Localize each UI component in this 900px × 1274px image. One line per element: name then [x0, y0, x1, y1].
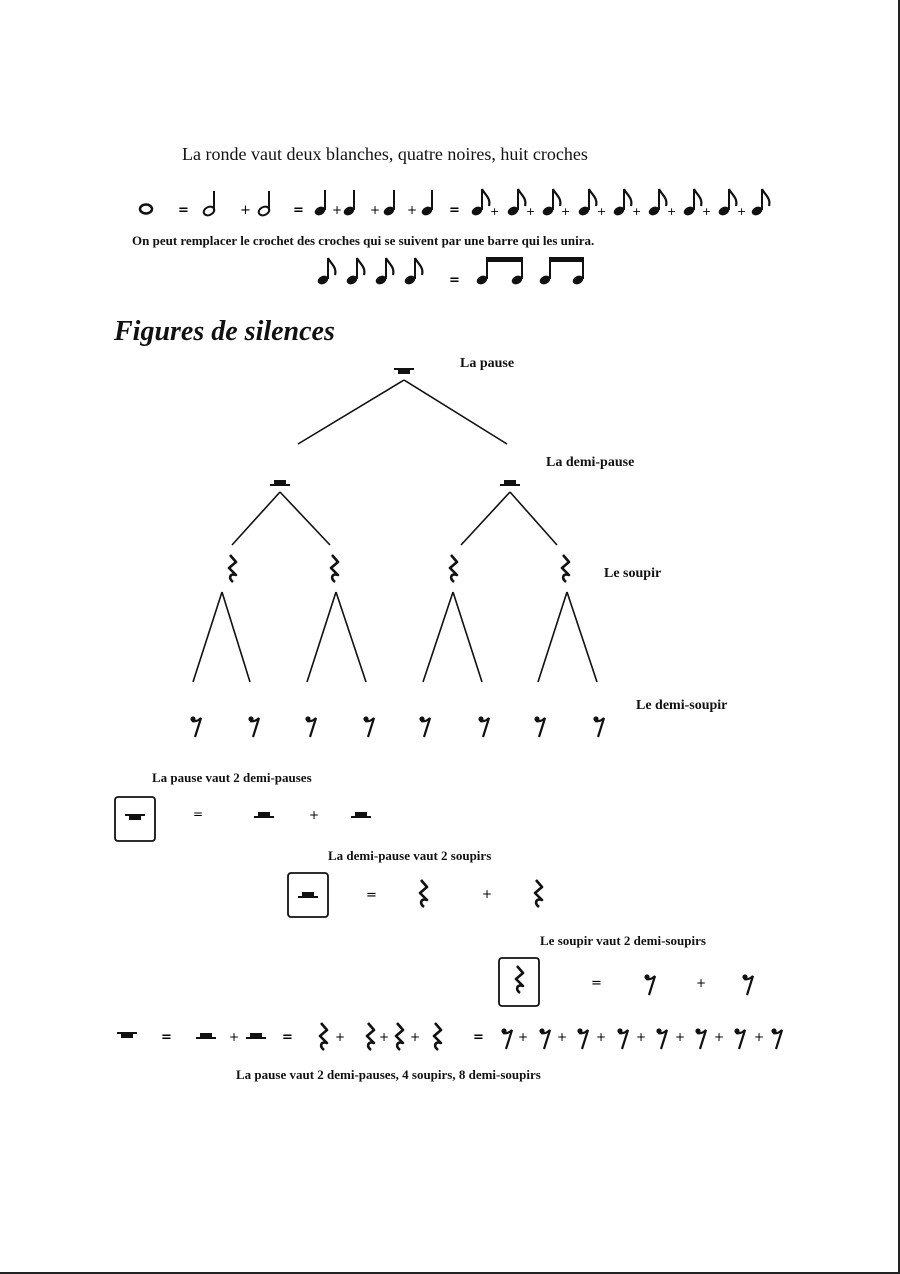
equals-sign: = — [178, 203, 189, 218]
plus-sign: + — [557, 1030, 568, 1044]
summary-row — [117, 1023, 782, 1050]
tree-branch — [307, 592, 336, 682]
plus-sign: + — [332, 203, 343, 217]
eighth-note-icon — [647, 189, 666, 217]
quarter-note-icon — [342, 190, 355, 217]
equals-sign: = — [473, 1030, 484, 1045]
eighth-rest-icon — [644, 974, 655, 995]
plus-sign: + — [597, 205, 607, 218]
whole-rest-icon — [117, 1033, 137, 1038]
half-rest-icon — [500, 480, 520, 485]
equals-sign: = — [293, 203, 304, 218]
tree-branch — [232, 492, 280, 545]
quarter-rest-icon — [434, 1023, 441, 1050]
quarter-rest-icon — [367, 1023, 374, 1050]
eighth-rest-icon — [419, 716, 430, 737]
eighth-rest-icon — [617, 1028, 628, 1049]
plus-sign: + — [490, 205, 500, 218]
note-values-title: La ronde vaut deux blanches, quatre noires, huit croches — [182, 144, 588, 164]
quarter-note-icon — [382, 190, 395, 217]
beamed-notes-row — [316, 257, 584, 288]
plus-sign: + — [309, 808, 320, 822]
tree-branch — [280, 492, 330, 545]
tree-branch — [567, 592, 597, 682]
eighth-rest-icon — [695, 1028, 706, 1049]
equals-sign: = — [282, 1030, 293, 1045]
equals-sign: = — [449, 273, 460, 288]
demi-pause-equivalence — [288, 873, 542, 917]
eighth-rest-icon — [305, 716, 316, 737]
half-rest-icon — [196, 1033, 216, 1038]
eighth-note-icon — [750, 189, 769, 217]
quarter-rest-icon — [450, 555, 457, 582]
eighth-rest-icon — [539, 1028, 550, 1049]
section-title: Figures de silences — [114, 316, 335, 347]
quarter-rest-icon — [396, 1023, 403, 1050]
eighth-rest-icon — [656, 1028, 667, 1049]
pause-equivalence — [115, 797, 371, 841]
note-equivalence-row — [140, 189, 769, 218]
half-rest-icon — [254, 812, 274, 817]
tree-branch — [193, 592, 222, 682]
tree-branch — [461, 492, 510, 545]
eighth-rest-icon — [248, 716, 259, 737]
quarter-rest-icon — [331, 555, 338, 582]
caption-demi-pause-equivalence: La demi-pause vaut 2 soupirs — [328, 848, 492, 863]
eighth-rest-icon — [771, 1028, 782, 1049]
label-soupir: Le soupir — [604, 566, 662, 581]
plus-sign: + — [379, 1030, 390, 1044]
equals-sign: = — [591, 976, 602, 991]
half-rest-icon — [246, 1033, 266, 1038]
half-note-icon — [202, 191, 215, 217]
equals-sign: = — [449, 203, 460, 218]
label-demi-soupir: Le demi-soupir — [636, 698, 728, 713]
tree-branch — [336, 592, 366, 682]
eighth-rest-icon — [363, 716, 374, 737]
plus-sign: + — [596, 1030, 607, 1044]
quarter-note-icon — [420, 190, 433, 217]
quarter-rest-icon — [420, 880, 427, 907]
quarter-note-icon — [313, 190, 326, 217]
plus-sign: + — [754, 1030, 765, 1044]
tree-branch — [222, 592, 250, 682]
plus-sign: + — [518, 1030, 529, 1044]
eighth-rest-icon — [593, 716, 604, 737]
quarter-rest-icon — [320, 1023, 327, 1050]
plus-sign: + — [561, 205, 571, 218]
plus-sign: + — [714, 1030, 725, 1044]
eighth-note-icon — [717, 189, 736, 217]
eighth-rest-icon — [734, 1028, 745, 1049]
eighth-rest-icon — [478, 716, 489, 737]
quarter-rest-icon — [229, 555, 236, 582]
plus-sign: + — [482, 887, 493, 901]
plus-sign: + — [632, 205, 642, 218]
plus-sign: + — [229, 1030, 240, 1044]
plus-sign: + — [410, 1030, 421, 1044]
tree-branch — [298, 380, 404, 444]
half-note-icon — [257, 191, 270, 217]
plus-sign: + — [335, 1030, 346, 1044]
eighth-note-icon — [682, 189, 701, 217]
beamed-eighths-icon — [475, 257, 523, 286]
soupir-equivalence — [499, 958, 753, 1006]
quarter-rest-icon — [535, 880, 542, 907]
eighth-note-icon — [577, 189, 596, 217]
eighth-note-icon — [612, 189, 631, 217]
plus-sign: + — [407, 203, 418, 217]
whole-rest-icon — [125, 815, 145, 820]
quarter-rest-icon — [562, 555, 569, 582]
whole-rest-icon — [394, 369, 414, 374]
caption-soupir-equivalence: Le soupir vaut 2 demi-soupirs — [540, 933, 706, 948]
plus-sign: + — [526, 205, 536, 218]
plus-sign: + — [702, 205, 712, 218]
whole-note-icon — [140, 205, 152, 214]
half-rest-icon — [298, 892, 318, 897]
plus-sign: + — [370, 203, 381, 217]
eighth-note-icon — [316, 258, 335, 286]
caption-pause-equivalence: La pause vaut 2 demi-pauses — [152, 770, 312, 785]
caption-summary: La pause vaut 2 demi-pauses, 4 soupirs, 8 demi-soupirs — [236, 1067, 541, 1082]
eighth-rest-icon — [534, 716, 545, 737]
label-demi-pause: La demi-pause — [546, 455, 635, 470]
eighth-note-icon — [374, 258, 393, 286]
plus-sign: + — [675, 1030, 686, 1044]
tree-branch — [404, 380, 507, 444]
equals-sign: = — [161, 1030, 172, 1045]
beamed-eighths-icon — [538, 257, 584, 286]
eighth-note-icon — [541, 189, 560, 217]
eighth-rest-icon — [742, 974, 753, 995]
tree-branch — [510, 492, 557, 545]
eighth-rest-icon — [577, 1028, 588, 1049]
eighth-rest-icon — [501, 1028, 512, 1049]
eighth-note-icon — [403, 258, 422, 286]
plus-sign: + — [696, 976, 707, 990]
tree-branch — [538, 592, 567, 682]
plus-sign: + — [240, 203, 251, 218]
quarter-rest-icon — [516, 966, 523, 993]
equals-sign: = — [366, 888, 377, 903]
eighth-note-icon — [345, 258, 364, 286]
eighth-rest-icon — [190, 716, 201, 737]
plus-sign: + — [636, 1030, 647, 1044]
beam-note-text: On peut remplacer le crochet des croches qui se suivent par une barre qui les unira. — [132, 233, 595, 248]
tree-branch — [453, 592, 482, 682]
tree-branch — [423, 592, 453, 682]
equals-sign: = — [193, 807, 204, 821]
plus-sign: + — [667, 205, 677, 218]
eighth-note-icon — [506, 189, 525, 217]
half-rest-icon — [270, 480, 290, 485]
half-rest-icon — [351, 812, 371, 817]
eighth-note-icon — [470, 189, 489, 217]
label-pause: La pause — [460, 356, 515, 371]
plus-sign: + — [737, 205, 747, 218]
rest-tree — [190, 369, 604, 737]
